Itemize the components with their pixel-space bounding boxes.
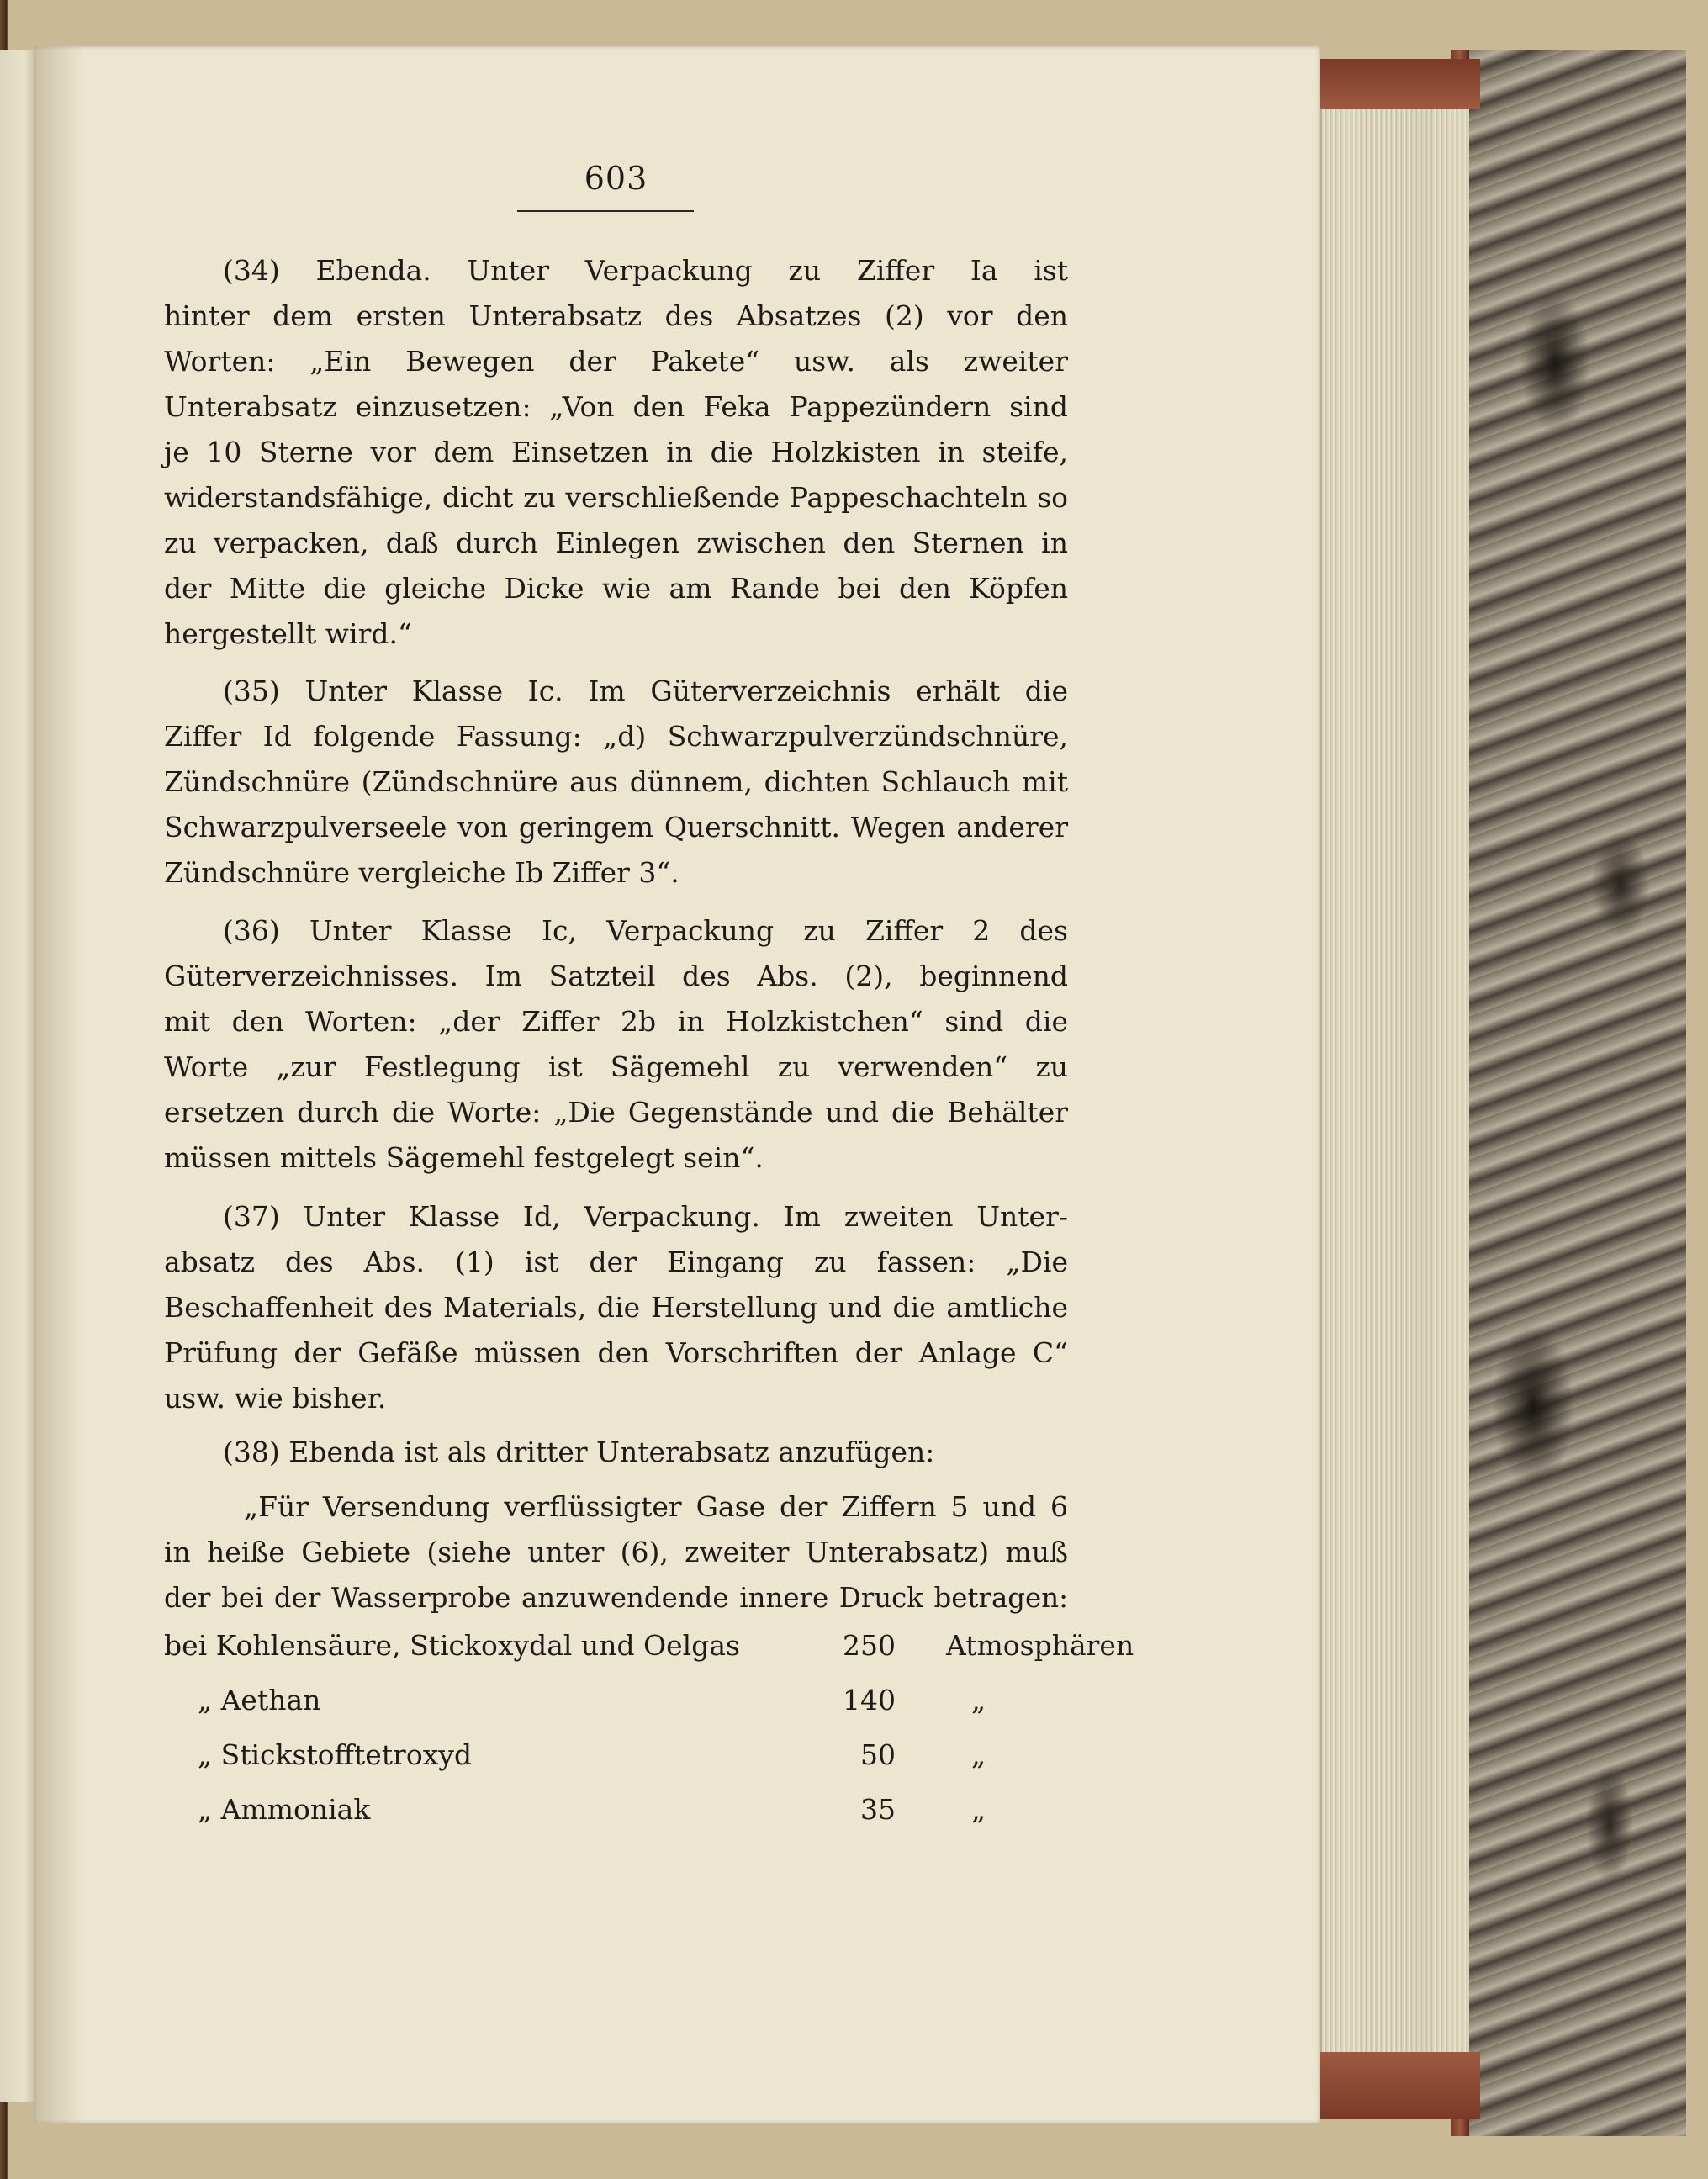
pressure-row [164,1678,1068,1723]
pressure-unit: Atmosphären [946,1629,1134,1662]
text-line: (37) Unter Klasse Id, Verpackung. Im zweiten Unter- [223,1200,1068,1233]
text-line: Worten: „Ein Bewegen der Pakete“ usw. als zweiter [164,345,1068,378]
text-line: Zündschnüre vergleiche Ib Ziffer 3“. [164,856,679,889]
paragraph-37 [164,1194,1068,1421]
text-line: Prüfung der Gefäße müssen den Vorschriften der Anlage C“ [164,1336,1068,1369]
page-edges-stack [1320,67,1469,2119]
text-line: absatz des Abs. (1) ist der Eingang zu fassen: „Die [164,1246,1068,1278]
page-number: 603 [584,160,648,197]
text-line: je 10 Sterne vor dem Einsetzen in die Holzkisten in steife, [164,436,1068,468]
text-line: Güterverzeichnisses. Im Satzteil des Abs. (2), beginnend [164,960,1068,992]
book-cover-bottom-corner [1312,2052,1480,2119]
pressure-value: 35 [860,1793,896,1826]
text-line: in heiße Gebiete (siehe unter (6), zweiter Unterabsatz) muß [164,1536,1068,1568]
pressure-unit: „ [971,1793,986,1826]
pressure-unit: „ [971,1684,986,1716]
text-line: (34) Ebenda. Unter Verpackung zu Ziffer Ia ist [223,254,1068,287]
book-cover-marbled [1467,50,1686,2136]
text-line: Zündschnüre (Zündschnüre aus dünnem, dichten Schlauch mit [164,765,1068,798]
pressure-row [164,1787,1068,1833]
pressure-gas: „ Stickstofftetroxyd [198,1738,473,1771]
text-line: (38) Ebenda ist als dritter Unterabsatz anzufügen: [223,1436,935,1468]
page-number-rule [517,210,694,212]
paragraph-34 [164,248,1068,657]
text-line: hergestellt wird.“ [164,617,412,650]
text-line: „Für Versendung verflüssigter Gase der Ziffern 5 und 6 [244,1490,1068,1523]
text-line: widerstandsfähige, dicht zu verschließende Pappeschachteln so [164,481,1068,514]
text-line: Beschaffenheit des Materials, die Herstellung und die amtliche [164,1291,1068,1324]
text-line: Unterabsatz einzusetzen: „Von den Feka Pappezündern sind [164,390,1068,423]
pressure-row [164,1732,1068,1778]
pressure-gas: bei Kohlensäure, Stickoxydal und Oelgas [164,1629,740,1662]
text-line: mit den Worten: „der Ziffer 2b in Holzkistchen“ sind die [164,1005,1068,1038]
paragraph-38 [164,1430,1068,1475]
paragraph-36 [164,908,1068,1181]
pressure-unit: „ [971,1738,986,1771]
pressure-gas: „ Aethan [198,1684,321,1716]
text-line: zu verpacken, daß durch Einlegen zwischen den Sternen in [164,526,1068,559]
text-line: müssen mittels Sägemehl festgelegt sein“. [164,1141,764,1174]
pressure-value: 140 [843,1684,896,1716]
paragraph-quotation [164,1484,1068,1621]
text-line: ersetzen durch die Worte: „Die Gegenstände und die Behälter [164,1096,1068,1129]
book-cover-top-corner [1312,59,1480,109]
previous-page-edge [0,50,35,2102]
text-line: Schwarzpulverseele von geringem Querschnitt. Wegen anderer [164,811,1068,844]
text-line: (36) Unter Klasse Ic, Verpackung zu Ziffer 2 des [223,914,1068,947]
paragraph-35 [164,669,1068,896]
pressure-value: 50 [860,1738,896,1771]
pressure-gas: „ Ammoniak [198,1793,371,1826]
text-line: der bei der Wasserprobe anzuwendende innere Druck betragen: [164,1582,1068,1614]
text-line: Ziffer Id folgende Fassung: „d) Schwarzpulverzündschnüre, [164,720,1068,753]
pressure-value: 250 [843,1629,896,1662]
text-line: usw. wie bisher. [164,1382,387,1415]
text-line: hinter dem ersten Unterabsatz des Absatzes (2) vor den [164,299,1068,332]
pressure-row [164,1623,1134,1669]
text-line: (35) Unter Klasse Ic. Im Güterverzeichnis erhält die [223,674,1068,707]
text-line: der Mitte die gleiche Dicke wie am Rande bei den Köpfen [164,572,1068,605]
text-line: Worte „zur Festlegung ist Sägemehl zu verwenden“ zu [164,1050,1068,1083]
